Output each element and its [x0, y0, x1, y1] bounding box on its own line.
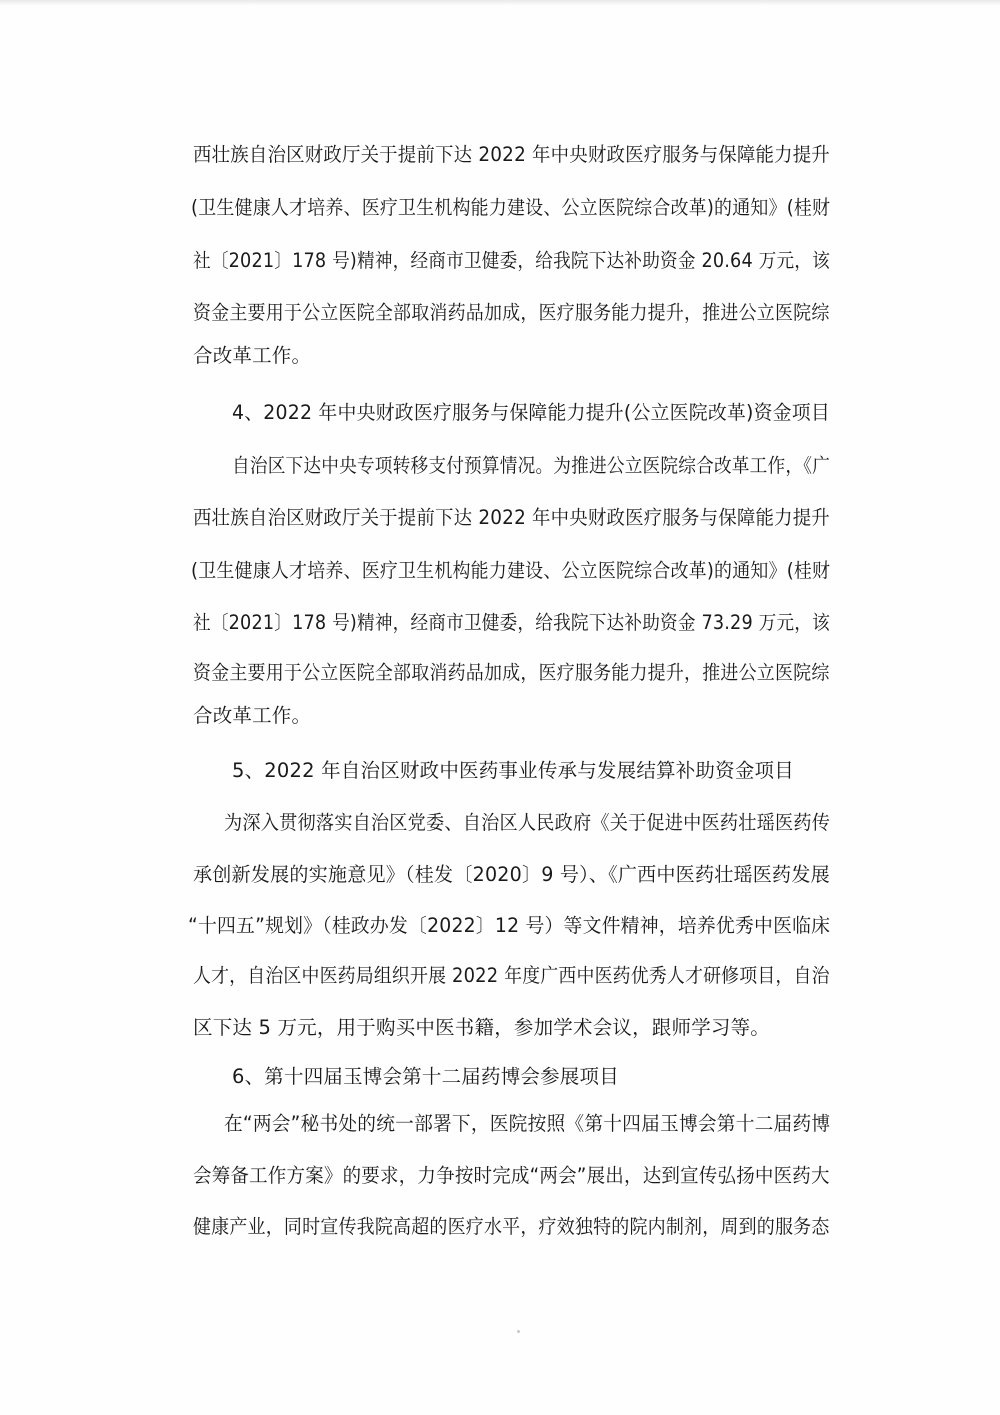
text-line: 为深入贯彻落实自治区党委、自治区人民政府《关于促进中医药壮瑶医药传	[224, 811, 831, 834]
text-line: 资金主要用于公立医院全部取消药品加成，医疗服务能力提升，推进公立医院综	[193, 661, 830, 684]
text-line: 合改革工作。	[193, 344, 312, 367]
text-line: (卫生健康人才培养、医疗卫生机构能力建设、公立医院综合改革)的通知》(桂财	[191, 559, 831, 582]
text-line: 自治区下达中央专项转移支付预算情况。为推进公立医院综合改革工作，《广	[232, 454, 831, 477]
text-line: 社〔2021〕178 号)精神，经商市卫健委，给我院下达补助资金 20.64 万元，该	[193, 249, 830, 272]
text-line: 承创新发展的实施意见》（桂发〔2020〕9 号）、《广西中医药壮瑶医药发展	[193, 863, 830, 886]
text-line: 合改革工作。	[193, 704, 312, 727]
text-line: 社〔2021〕178 号)精神，经商市卫健委，给我院下达补助资金 73.29 万元，该	[193, 611, 830, 634]
section-heading-5: 5、2022 年自治区财政中医药事业传承与发展结算补助资金项目	[232, 759, 794, 782]
text-line: 区下达 5 万元，用于购买中医书籍，参加学术会议，跟师学习等。	[193, 1016, 771, 1039]
text-line: 西壮族自治区财政厅关于提前下达 2022 年中央财政医疗服务与保障能力提升	[193, 143, 830, 166]
text-line: 在“两会”秘书处的统一部署下，医院按照《第十四届玉博会第十二届药博	[224, 1112, 831, 1135]
text-line: 西壮族自治区财政厅关于提前下达 2022 年中央财政医疗服务与保障能力提升	[193, 506, 830, 529]
section-heading-4: 4、2022 年中央财政医疗服务与保障能力提升(公立医院改革)资金项目	[232, 401, 830, 424]
text-line: 会筹备工作方案》的要求，力争按时完成“两会”展出，达到宣传弘扬中医药大	[193, 1164, 830, 1187]
text-line: 人才，自治区中医药局组织开展 2022 年度广西中医药优秀人才研修项目，自治	[193, 964, 830, 987]
scan-speck	[517, 1330, 520, 1333]
scan-top-edge	[0, 0, 1000, 6]
text-line: 健康产业，同时宣传我院高超的医疗水平，疗效独特的院内制剂，周到的服务态	[193, 1215, 830, 1238]
text-line: (卫生健康人才培养、医疗卫生机构能力建设、公立医院综合改革)的通知》(桂财	[191, 196, 831, 219]
text-line: 资金主要用于公立医院全部取消药品加成，医疗服务能力提升，推进公立医院综	[193, 301, 830, 324]
section-heading-6: 6、第十四届玉博会第十二届药博会参展项目	[232, 1065, 619, 1088]
text-line: “十四五”规划》（桂政办发〔2022〕12 号）等文件精神，培养优秀中医临床	[188, 914, 831, 937]
